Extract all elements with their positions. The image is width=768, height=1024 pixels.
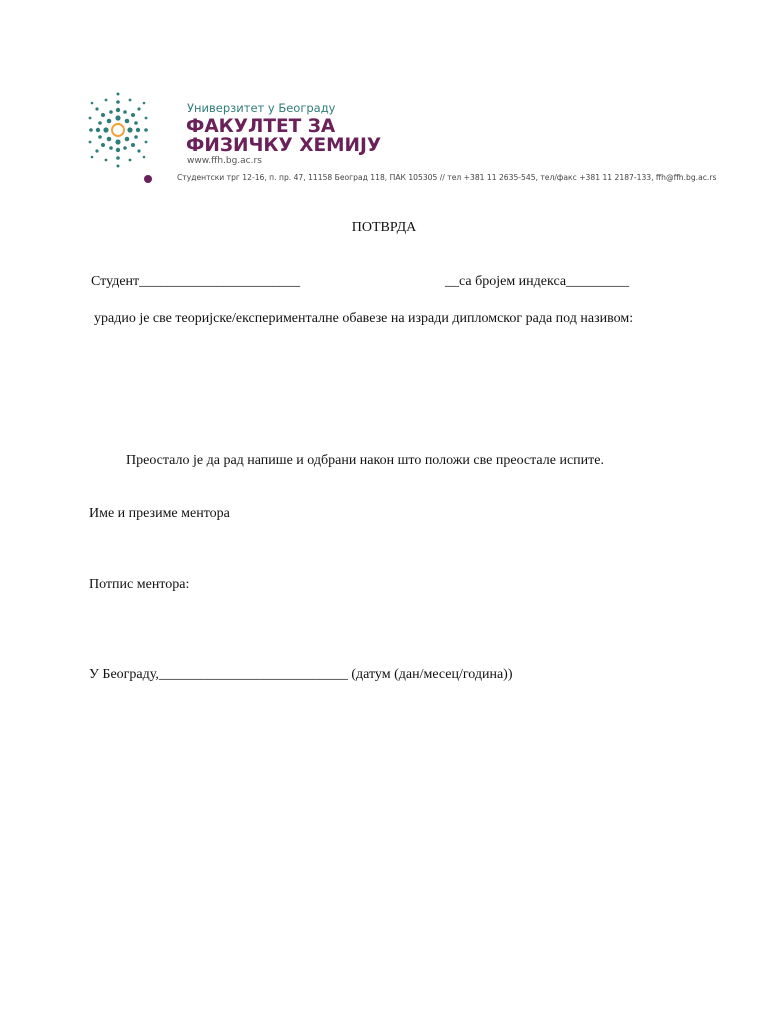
mentor-name-label: Име и презиме ментора xyxy=(89,506,230,521)
faculty-name-line2: ФИЗИЧКУ ХЕМИЈУ xyxy=(186,135,382,156)
document-title: ПОТВРДА xyxy=(351,220,417,235)
faculty-address: Студентски трг 12-16, п. пр. 47, 11158 Београд 118, ПАК 105305 // тел +381 11 2635-545, тел/факс +381 11 2187-133, ffh@ffh.bg.ac.rs xyxy=(177,173,717,182)
student-name-line: Студент_______________________ xyxy=(91,274,301,289)
faculty-name-line1: ФАКУЛТЕТ ЗА xyxy=(186,116,336,137)
remaining-tasks-text: Преостало је да рад напише и одбрани након што положи све преостале испите. xyxy=(126,453,604,468)
mentor-signature-label: Потпис ментора: xyxy=(89,577,190,592)
university-name: Универзитет у Београду xyxy=(187,101,336,115)
faculty-logo-icon xyxy=(86,88,166,188)
faculty-website: www.ffh.bg.ac.rs xyxy=(187,156,262,166)
student-index-line: __са бројем индекса_________ xyxy=(445,274,630,289)
city-date-line: У Београду,___________________________ (датум (дан/месец/година)) xyxy=(89,667,513,682)
completed-obligations-text: урадио је све теоријске/експерименталне обавезе на изради дипломског рада под називом: xyxy=(94,311,634,326)
